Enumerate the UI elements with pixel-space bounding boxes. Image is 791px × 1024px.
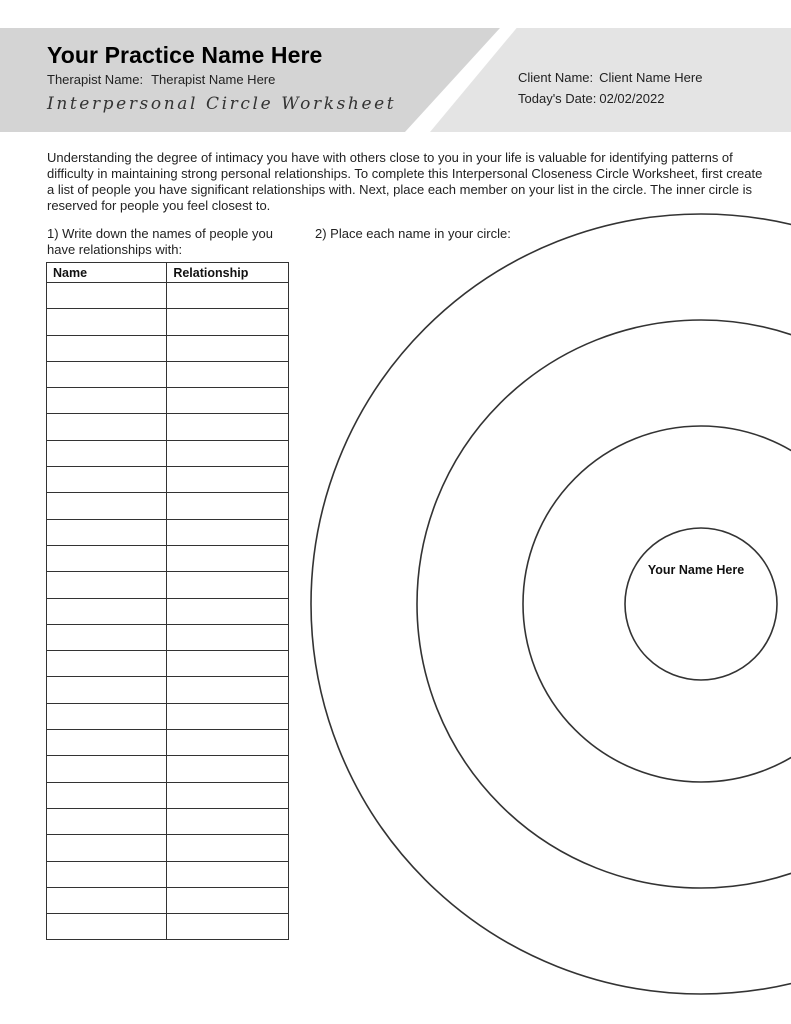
- therapist-label: Therapist Name:: [47, 72, 144, 87]
- column-header-relationship: Relationship: [167, 263, 289, 283]
- therapist-value[interactable]: Therapist Name Here: [151, 72, 276, 87]
- intro-paragraph: Understanding the degree of intimacy you have with others close to you in your life is valuable for identifying patterns of difficulty in maintaining strong personal relationships. To complete this Interpersonal Closeness Circle Worksheet, first create a list of people you have significant relationships with. Next, place each member on your list in the circle. The inner circle is reserved for people you feel closest to.: [47, 150, 763, 213]
- third-ring: [417, 320, 791, 888]
- date-value[interactable]: 02/02/2022: [599, 91, 665, 106]
- outer-ring: [311, 214, 791, 994]
- step1-instruction: 1) Write down the names of people you have relationships with:: [47, 226, 273, 257]
- date-label: Today's Date:: [518, 91, 597, 106]
- practice-name: Your Practice Name Here: [47, 42, 323, 68]
- worksheet-title: Interpersonal Circle Worksheet: [47, 94, 397, 114]
- client-label: Client Name:: [518, 70, 594, 85]
- second-ring: [523, 426, 791, 782]
- inner-ring: [625, 528, 777, 680]
- center-name-label[interactable]: Your Name Here: [647, 563, 745, 577]
- column-header-name: Name: [47, 263, 167, 283]
- step2-instruction: 2) Place each name in your circle:: [315, 226, 511, 241]
- rings-group: [311, 214, 791, 994]
- client-value[interactable]: Client Name Here: [599, 70, 703, 85]
